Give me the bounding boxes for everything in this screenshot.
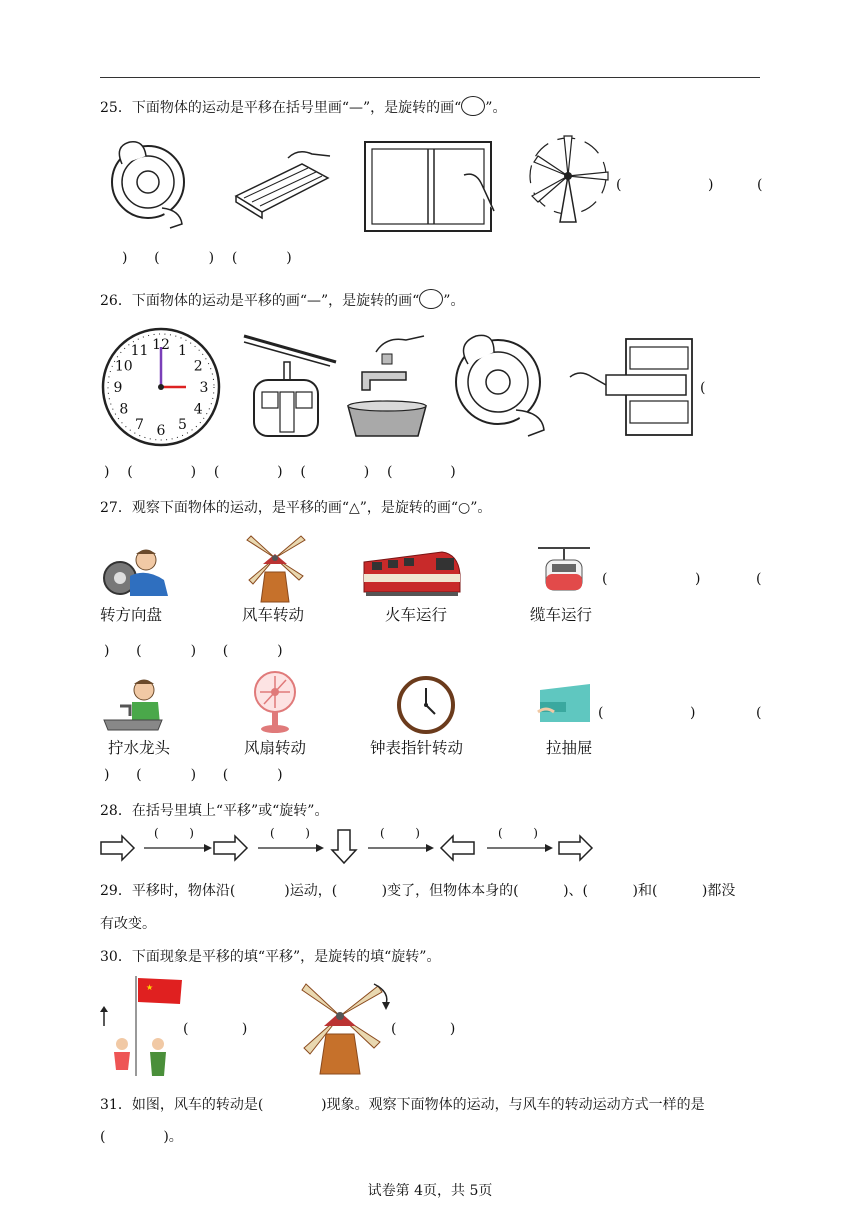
- caption-cable-car: 缆车运行: [530, 606, 593, 624]
- wall-clock-image: [397, 676, 455, 734]
- answer-paren-row-q26: ) ( ) ( ) ( ) ( ): [104, 464, 456, 480]
- svg-text:★: ★: [146, 983, 154, 992]
- answer-paren-open-2: (: [757, 177, 763, 193]
- caption-steering-wheel: 转方向盘: [100, 606, 163, 624]
- clock-numeral: 11: [130, 342, 149, 359]
- answer-paren-row-q27-r2: ) ( ) ( ): [104, 767, 283, 783]
- arrow-blank-2: ( ): [270, 826, 310, 840]
- answer-paren-flag: ( ): [183, 1021, 248, 1037]
- steering-driver-image: [100, 546, 170, 598]
- clock-numeral: 7: [135, 417, 144, 434]
- caption-drawer: 拉抽屉: [546, 739, 593, 757]
- question-26: [100, 289, 464, 310]
- answer-paren-close-1: ): [708, 177, 714, 193]
- abacus-hand-image: [232, 148, 332, 220]
- clock-numeral: 4: [193, 401, 203, 418]
- question-25-text: 25．下面物体的运动是平移在括号里画“—”，是旋转的画“: [100, 100, 462, 116]
- answer-paren-open-q27-r1: (: [602, 571, 608, 587]
- caption-faucet: 拧水龙头: [108, 739, 171, 757]
- answer-paren-windmill: ( ): [391, 1021, 456, 1037]
- question-31-line2: ( )。: [100, 1129, 183, 1145]
- circle-symbol: [461, 96, 485, 116]
- answer-paren-open-q27-r2: (: [598, 705, 604, 721]
- answer-paren-row-q27-r1: ) ( ) ( ): [104, 643, 283, 659]
- electric-fan-image: [252, 670, 298, 734]
- page-footer: 试卷第 4页，共 5页: [367, 1183, 493, 1199]
- clock-numeral: 2: [193, 358, 203, 375]
- arrow-blank-1: ( ): [154, 826, 194, 840]
- question-26-text: 26．下面物体的运动是平移的画“—”，是旋转的画“: [100, 293, 420, 309]
- clock-numeral: 6: [156, 423, 166, 439]
- question-25: [100, 96, 506, 117]
- caption-fan: 风扇转动: [244, 739, 307, 757]
- clock-numeral: 10: [114, 358, 133, 375]
- faucet-boy-image: [102, 676, 164, 732]
- windmill-spinning-image: [524, 132, 612, 224]
- header-rule: [100, 77, 760, 78]
- cable-car-image: [240, 332, 338, 440]
- question-27: 27．观察下面物体的运动，是平移的画“△”，是旋转的画“○”。: [100, 500, 492, 516]
- windmill-rotation-image: [300, 980, 392, 1076]
- question-29-line2: 有改变。: [100, 916, 156, 932]
- train-image: [362, 544, 462, 600]
- faucet-basin-image: [346, 334, 428, 440]
- sliding-window-image: [364, 141, 492, 232]
- clock-face-image: [100, 328, 222, 446]
- windmill-image: [245, 532, 305, 604]
- clock-numeral: 5: [178, 417, 187, 434]
- flag-raising-image: [98, 970, 184, 1086]
- circle-symbol: [419, 289, 443, 309]
- clock-numeral: 1: [178, 342, 187, 359]
- answer-paren-row-2: ) ( ) ( ): [122, 250, 292, 266]
- answer-paren-open-q27-r1b: (: [756, 571, 762, 587]
- drawer-pull-image: [538, 682, 592, 728]
- clock-numeral: 8: [119, 401, 129, 418]
- clock-numeral: 9: [113, 380, 123, 396]
- drawer-cabinet-image: [566, 337, 696, 437]
- arrow-blank-3: ( ): [380, 826, 420, 840]
- answer-paren-open-1: (: [616, 177, 622, 193]
- answer-paren-open-q27-r2b: (: [756, 705, 762, 721]
- steering-wheel-hands-image: [100, 138, 190, 230]
- question-25-text-end: ”。: [485, 100, 507, 116]
- caption-train: 火车运行: [385, 606, 448, 624]
- answer-paren-close-q27-r2: ): [690, 705, 696, 721]
- steering-wheel-hands-image-2: [444, 330, 550, 438]
- arrow-blank-4: ( ): [498, 826, 538, 840]
- answer-paren-open-q26: (: [700, 380, 706, 396]
- clock-numeral: 12: [152, 337, 170, 353]
- clock-numeral: 3: [199, 380, 209, 396]
- question-31-line1: 31．如图，风车的转动是( )现象。观察下面物体的运动，与风车的转动运动方式一样的是: [100, 1097, 705, 1113]
- caption-clock-hands: 钟表指针转动: [370, 739, 464, 757]
- question-28: 28．在括号里填上“平移”或“旋转”。: [100, 803, 329, 819]
- question-30: 30．下面现象是平移的填“平移”，是旋转的填“旋转”。: [100, 949, 441, 965]
- answer-paren-close-q27-r1: ): [695, 571, 701, 587]
- question-29-line1: 29．平移时，物体沿( )运动，( )变了，但物体本身的( )、( )和( )都没: [100, 883, 736, 899]
- cable-car-color-image: [536, 544, 592, 594]
- question-26-text-end: ”。: [443, 293, 465, 309]
- caption-windmill: 风车转动: [242, 606, 305, 624]
